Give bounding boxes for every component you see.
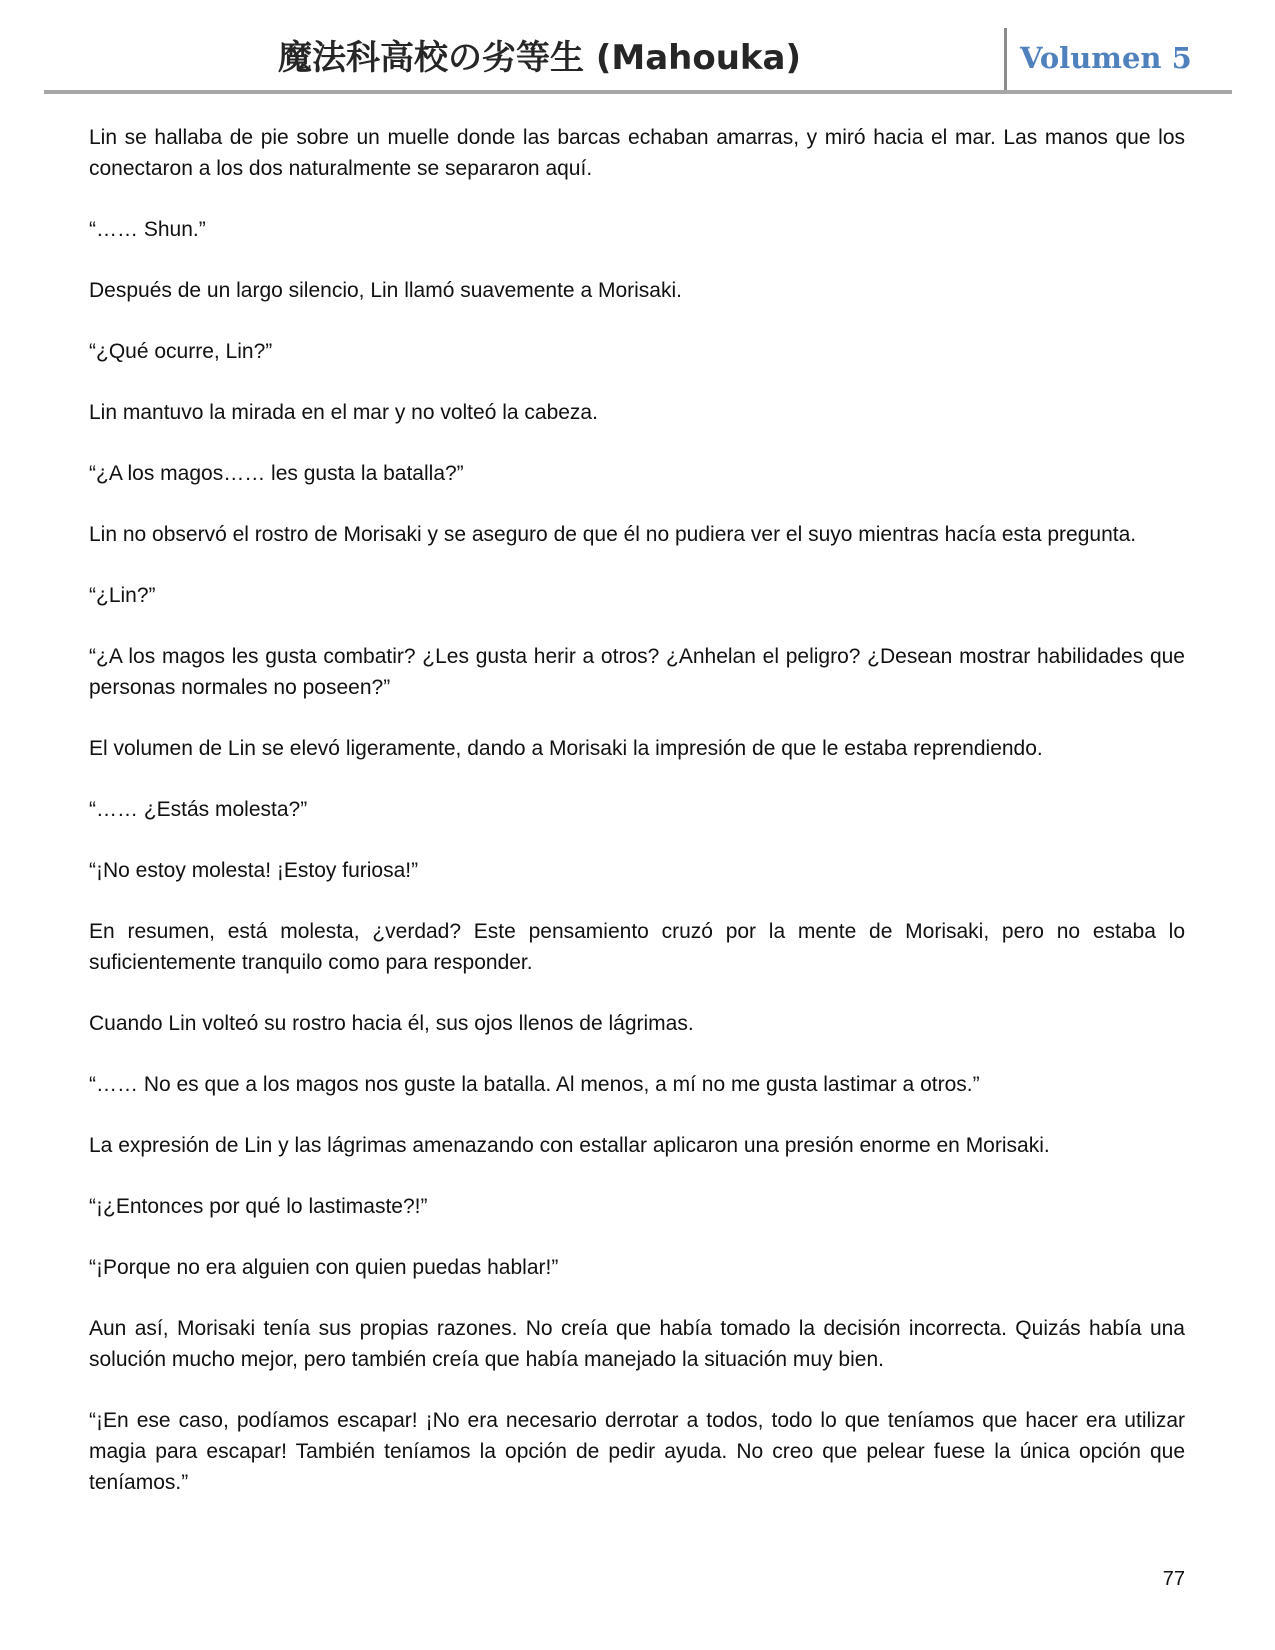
paragraph: Lin se hallaba de pie sobre un muelle donde las barcas echaban amarras, y miró hacia el mar. Las manos que los conectaron a los dos naturalmente se separaron aquí. — [89, 126, 1185, 180]
page-header — [44, 28, 1232, 94]
paragraph: Lin mantuvo la mirada en el mar y no volteó la cabeza. — [89, 401, 598, 424]
paragraph: “¿A los magos les gusta combatir? ¿Les gusta herir a otros? ¿Anhelan el peligro? ¿Desean mostrar habilidades que personas normales no poseen?” — [89, 645, 1185, 699]
page-body — [89, 122, 1185, 1528]
paragraph: “¡Porque no era alguien con quien puedas hablar!” — [89, 1256, 559, 1279]
paragraph: En resumen, está molesta, ¿verdad? Este pensamiento cruzó por la mente de Morisaki, pero no estaba lo suficientemente tranquilo como para responder. — [89, 920, 1185, 974]
paragraph: Aun así, Morisaki tenía sus propias razones. No creía que había tomado la decisión incorrecta. Quizás había una solución mucho mejor, pero también creía que había manejado la situación muy bien. — [89, 1317, 1185, 1371]
paragraph: “¡¿Entonces por qué lo lastimaste?!” — [89, 1195, 428, 1218]
paragraph: “…… No es que a los magos nos guste la batalla. Al menos, a mí no me gusta lastimar a otros.” — [89, 1073, 980, 1096]
paragraph: “…… ¿Estás molesta?” — [89, 798, 308, 821]
paragraph: “¿Lin?” — [89, 584, 156, 607]
paragraph: Después de un largo silencio, Lin llamó suavemente a Morisaki. — [89, 279, 682, 302]
paragraph: El volumen de Lin se elevó ligeramente, dando a Morisaki la impresión de que le estaba reprendiendo. — [89, 737, 1043, 760]
page-number: 77 — [1162, 1568, 1185, 1590]
book-title: 魔法科高校の劣等生 (Mahouka) — [278, 38, 802, 78]
paragraph: “¿Qué ocurre, Lin?” — [89, 340, 273, 363]
volume-label: Volumen 5 — [1020, 41, 1192, 75]
paragraph: “¿A los magos…… les gusta la batalla?” — [89, 462, 464, 485]
header-rule — [44, 90, 1232, 94]
paragraph: “¡No estoy molesta! ¡Estoy furiosa!” — [89, 859, 419, 882]
paragraph: Cuando Lin volteó su rostro hacia él, sus ojos llenos de lágrimas. — [89, 1012, 694, 1035]
header-divider — [1004, 28, 1007, 90]
paragraph: “¡En ese caso, podíamos escapar! ¡No era necesario derrotar a todos, todo lo que teníamos que hacer era utilizar magia para escapar! También teníamos la opción de pedir ayuda. No creo que pelear fuese la única opción que teníamos.” — [89, 1409, 1185, 1494]
paragraph: La expresión de Lin y las lágrimas amenazando con estallar aplicaron una presión enorme en Morisaki. — [89, 1134, 1050, 1157]
paragraph: Lin no observó el rostro de Morisaki y se aseguro de que él no pudiera ver el suyo mientras hacía esta pregunta. — [89, 523, 1137, 546]
paragraph: “…… Shun.” — [89, 218, 206, 241]
